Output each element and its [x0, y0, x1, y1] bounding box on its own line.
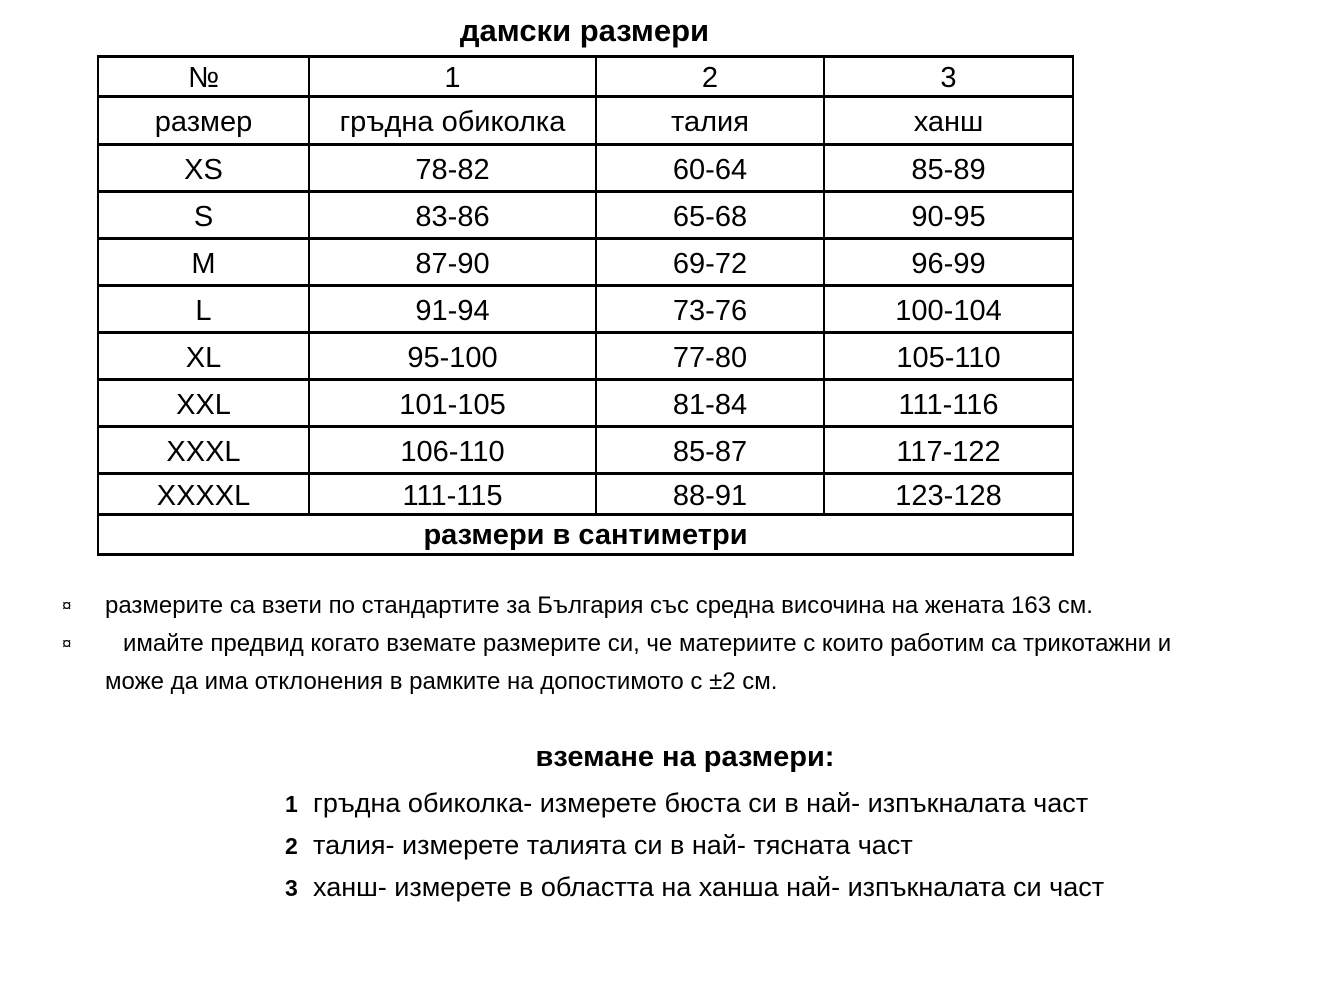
size-cell: XXXL: [98, 427, 309, 474]
size-cell: L: [98, 286, 309, 333]
col-header-size: размер: [98, 97, 309, 145]
table-row-l: [98, 286, 1073, 333]
hips-cell: 100-104: [824, 286, 1073, 333]
measuring-heading: вземане на размери:: [535, 741, 835, 773]
table-header-numbers-row: [98, 57, 1073, 97]
size-cell: XL: [98, 333, 309, 380]
note-text: размерите са взети по стандартите за България със средна височина на жената 163 см.: [105, 592, 1093, 619]
waist-cell: 69-72: [596, 239, 824, 286]
col-header-no: №: [98, 57, 309, 97]
table-row-s: [98, 192, 1073, 239]
bust-cell: 83-86: [309, 192, 596, 239]
size-cell: XXXXL: [98, 474, 309, 515]
table-row-xxxl: [98, 427, 1073, 474]
bust-cell: 95-100: [309, 333, 596, 380]
size-cell: XS: [98, 145, 309, 192]
table-row-m: [98, 239, 1073, 286]
item-number: 3: [285, 875, 298, 901]
hips-cell: 123-128: [824, 474, 1073, 515]
item-text: талия- измерете талията си в най- тясната част: [313, 830, 913, 860]
measuring-item-waist: [285, 825, 1295, 867]
note-item: [62, 625, 1212, 701]
waist-cell: 85-87: [596, 427, 824, 474]
notes-section: [62, 587, 1212, 701]
bust-cell: 87-90: [309, 239, 596, 286]
col-header-2: 2: [596, 57, 824, 97]
waist-cell: 88-91: [596, 474, 824, 515]
table-row-xs: [98, 145, 1073, 192]
hips-cell: 111-116: [824, 380, 1073, 427]
waist-cell: 73-76: [596, 286, 824, 333]
hips-cell: 105-110: [824, 333, 1073, 380]
size-cell: M: [98, 239, 309, 286]
table-footer-note: размери в сантиметри: [98, 515, 1073, 555]
col-header-hips: ханш: [824, 97, 1073, 145]
measuring-item-bust: [285, 783, 1295, 825]
item-text: гръдна обиколка- измерете бюста си в най- изпъкналата част: [313, 788, 1089, 818]
bust-cell: 91-94: [309, 286, 596, 333]
waist-cell: 77-80: [596, 333, 824, 380]
note-item: [62, 587, 1212, 625]
currency-bullet-icon: ¤: [62, 596, 72, 615]
col-header-3: 3: [824, 57, 1073, 97]
measuring-section: [285, 741, 1295, 909]
size-cell: XXL: [98, 380, 309, 427]
measuring-item-hips: [285, 867, 1295, 909]
note-text: имайте предвид когато вземате размерите си, че материите с които работим са трикотажни и може да има отклонения в рамките на допостимото с ±2 см.: [105, 630, 1172, 695]
bust-cell: 106-110: [309, 427, 596, 474]
item-number: 2: [285, 833, 298, 859]
item-number: 1: [285, 791, 298, 817]
item-text: ханш- измерете в областта на ханша най- изпъкналата си част: [313, 872, 1105, 902]
size-cell: S: [98, 192, 309, 239]
page-title: дамски размери: [459, 13, 710, 48]
table-row-xxl: [98, 380, 1073, 427]
currency-bullet-icon: ¤: [62, 634, 72, 653]
col-header-bust: гръдна обиколка: [309, 97, 596, 145]
size-table: [97, 55, 1074, 556]
col-header-1: 1: [309, 57, 596, 97]
hips-cell: 117-122: [824, 427, 1073, 474]
bust-cell: 101-105: [309, 380, 596, 427]
waist-cell: 81-84: [596, 380, 824, 427]
hips-cell: 96-99: [824, 239, 1073, 286]
bust-cell: 111-115: [309, 474, 596, 515]
hips-cell: 85-89: [824, 145, 1073, 192]
table-header-labels-row: [98, 97, 1073, 145]
waist-cell: 65-68: [596, 192, 824, 239]
table-row-xxxxl: [98, 474, 1073, 515]
table-footer-row: [98, 515, 1073, 555]
bust-cell: 78-82: [309, 145, 596, 192]
col-header-waist: талия: [596, 97, 824, 145]
table-row-xl: [98, 333, 1073, 380]
hips-cell: 90-95: [824, 192, 1073, 239]
waist-cell: 60-64: [596, 145, 824, 192]
